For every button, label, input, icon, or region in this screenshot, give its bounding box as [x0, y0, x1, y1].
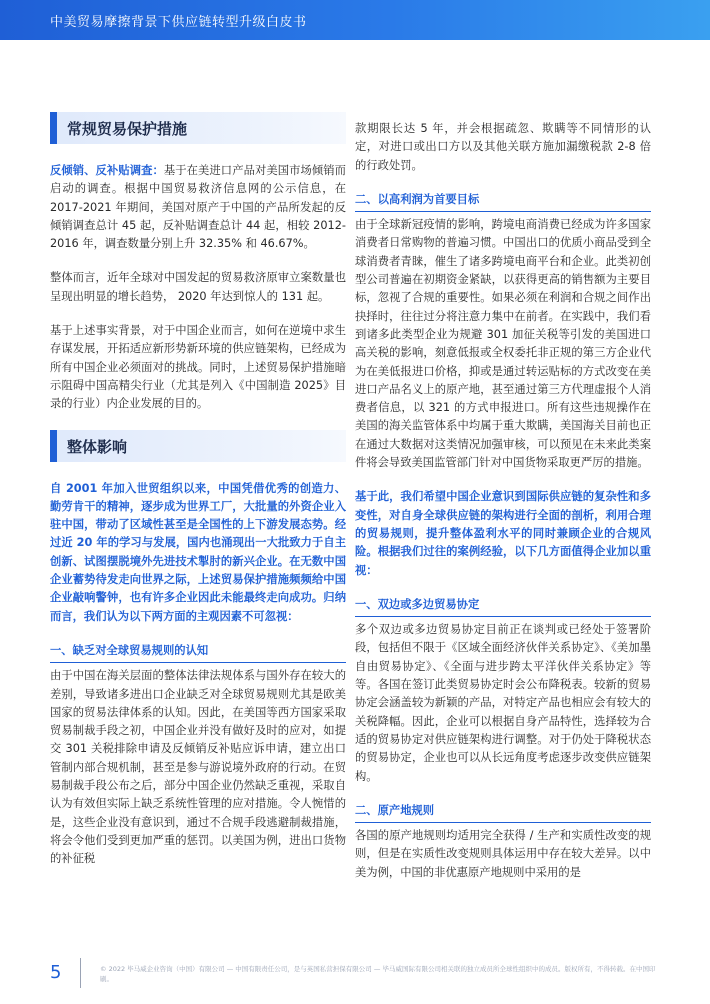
paragraph: 基于上述事实背景，对于中国企业而言，如何在逆境中求生存谋发展，开拓适应新形势新环境的供应链架构，已经成为所有中国企业必须面对的挑战。同时，上述贸易保护措施暗示阻碍中国高精尖行业（尤其是列入《中国制造 2025》目录的行业）内企业发展的目的。: [50, 324, 346, 411]
subheading: 二、以高利润为首要目标: [355, 192, 480, 206]
section-title: 常规贸易保护措施: [67, 120, 188, 138]
section-heading-trade-protection: [50, 112, 346, 144]
paragraph: 整体而言，近年全球对中国发起的贸易救济原审立案数量也呈现出明显的增长趋势， 2020 年达到惊人的 131 起。: [50, 271, 346, 303]
subheading: 一、双边或多边贸易协定: [355, 597, 480, 611]
section-heading-overall-impact: [50, 430, 346, 462]
subheading-rule: [355, 211, 651, 212]
section-accent-bar: [50, 430, 57, 462]
paragraph: 款期限长达 5 年，并会根据疏忽、欺瞒等不同情形的认定，对进口或出口方以及其他关联方施加漏缴税款 2-8 倍的行政处罚。: [355, 122, 651, 172]
paragraph-lead: 反倾销、反补贴调查：: [50, 164, 164, 177]
right-column: [355, 120, 651, 898]
footer-legal-text: © 2022 毕马威企业咨询（中国）有限公司 — 中国有限责任公司，是与英国私营担保有限公司 — 毕马威国际有限公司相关联的独立成员所全球性组织中的成员。版权所有，不得转载。在中国印刷。: [100, 965, 656, 983]
footer-divider: [80, 958, 81, 988]
subheading-rule: [50, 662, 346, 663]
section-accent-bar: [50, 112, 57, 144]
subheading-rule: [355, 616, 651, 617]
paragraph-body: 基于在美进口产品对美国市场倾销而启动的调查。根据中国贸易救济信息网的公示信息，在 2017-2021 年期间，美国对原产于中国的产品所发起的反倾销调查总计 45 起，反补贴调查总计 44 起，相较 2012-2016 年，调查数量分别上升 32.35% 和 46.67%。: [50, 164, 346, 251]
paragraph: 多个双边或多边贸易协定目前正在谈判或已经处于签署阶段，包括但不限于《区域全面经济伙伴关系协定》、《美加墨自由贸易协定》、《全面与进步跨太平洋伙伴关系协定》等等。各国在签订此类贸易协定时会公布降税表。较新的贸易协定会涵盖较为新颖的产品，对特定产品也相应会有较大的关税降幅。因此，企业可以根据自身产品特性，选择较为合适的贸易协定对供应链架构进行调整。对于仍处于降税状态的贸易协定，企业也可以从长远角度考虑逐步改变供应链架构。: [355, 623, 651, 783]
subheading: 一、缺乏对全球贸易规则的认知: [50, 643, 209, 657]
header-bar: [0, 0, 710, 40]
page-number: 5: [50, 962, 62, 983]
subheading: 二、原产地规则: [355, 803, 435, 817]
document-title: 中美贸易摩擦背景下供应链转型升级白皮书: [50, 15, 307, 30]
subheading-rule: [355, 822, 651, 823]
paragraph: 由于中国在海关层面的整体法律法规体系与国外存在较大的差别，导致诸多进出口企业缺乏对全球贸易规则尤其是欧美国家的贸易法律体系的认知。因此，在美国等西方国家采取贸易制裁手段之初，中国企业并没有做好及时的应对，如提交 301 关税排除申请及反倾销反补贴应诉申请，建立出口管制内部合规机制，甚至是参与游说境外政府的行动。在贸易制裁手段公布之后，部分中国企业仍然缺乏重视，采取自认为有效但实际上缺乏系统性管理的应对措施。令人惋惜的是，这些企业没有意识到，通过不合规手段逃避制裁措施，将会令他们受到更加严重的惩罚。以美国为例，进出口货物的补征税: [50, 669, 346, 866]
paragraph-antidumping: [50, 162, 346, 253]
paragraph: 各国的原产地规则均适用完全获得 / 生产和实质性改变的规则，但是在实质性改变规则具体运用中存在较大差异。以中美为例，中国的非优惠原产地规则中采用的是: [355, 829, 651, 879]
left-column: [50, 112, 346, 885]
paragraph: 由于全球新冠疫情的影响，跨境电商消费已经成为许多国家消费者日常购物的普遍习惯。中国出口的优质小商品受到全球消费者青睐，催生了诸多跨境电商平台和企业。此类初创型公司普遍在初期资金紧缺，以获得更高的销售额为主要目标，忽视了合规的重要性。如果必须在利润和合规之间作出抉择时，往往过分将注意力集中在前者。在实践中，我们看到诸多此类型企业为规避 301 加征关税等引发的美国进口高关税的影响，刻意低报或全权委托非正规的第三方企业代为在美低报进口价格，抑或是通过转运贴标的方式改变在美进口产品名义上的原产地，甚至通过第三方代理虚报个人消费者信息，以 321 的方式申报进口。所有这些违规操作在美国的海关监管体系中均属于重大欺瞒，美国海关目前也正在通过大数据对这类情况加强审核，可以预见在未来此类案件将会导致美国监管部门针对中国货物采取更严厉的措施。: [355, 218, 651, 470]
highlight-paragraph: 基于此，我们希望中国企业意识到国际供应链的复杂性和多变性，对自身全球供应链的架构进行全面的剖析，利用合理的贸易规则，提升整体盈利水平的同时兼顾企业的合规风险。根据我们过往的案例经验，以下几方面值得企业加以重视：: [355, 490, 651, 577]
highlight-paragraph: 自 2001 年加入世贸组织以来，中国凭借优秀的创造力、勤劳肯干的精神，逐步成为世界工厂，大批量的外资企业入驻中国，带动了区域性甚至是全国性的上下游发展态势。经过近 20 年的学习与发展，国内也涌现出一大批致力于自主创新、试图摆脱境外先进技术掣肘的新兴企业。在无数中国企业蓄势待发走向世界之际，上述贸易保护措施频频给中国企业敲响警钟，也有许多企业因此未能最终走向成功。归纳而言，我们认为以下两方面的主观因素不可忽视：: [50, 481, 346, 623]
section-title: 整体影响: [67, 437, 128, 456]
